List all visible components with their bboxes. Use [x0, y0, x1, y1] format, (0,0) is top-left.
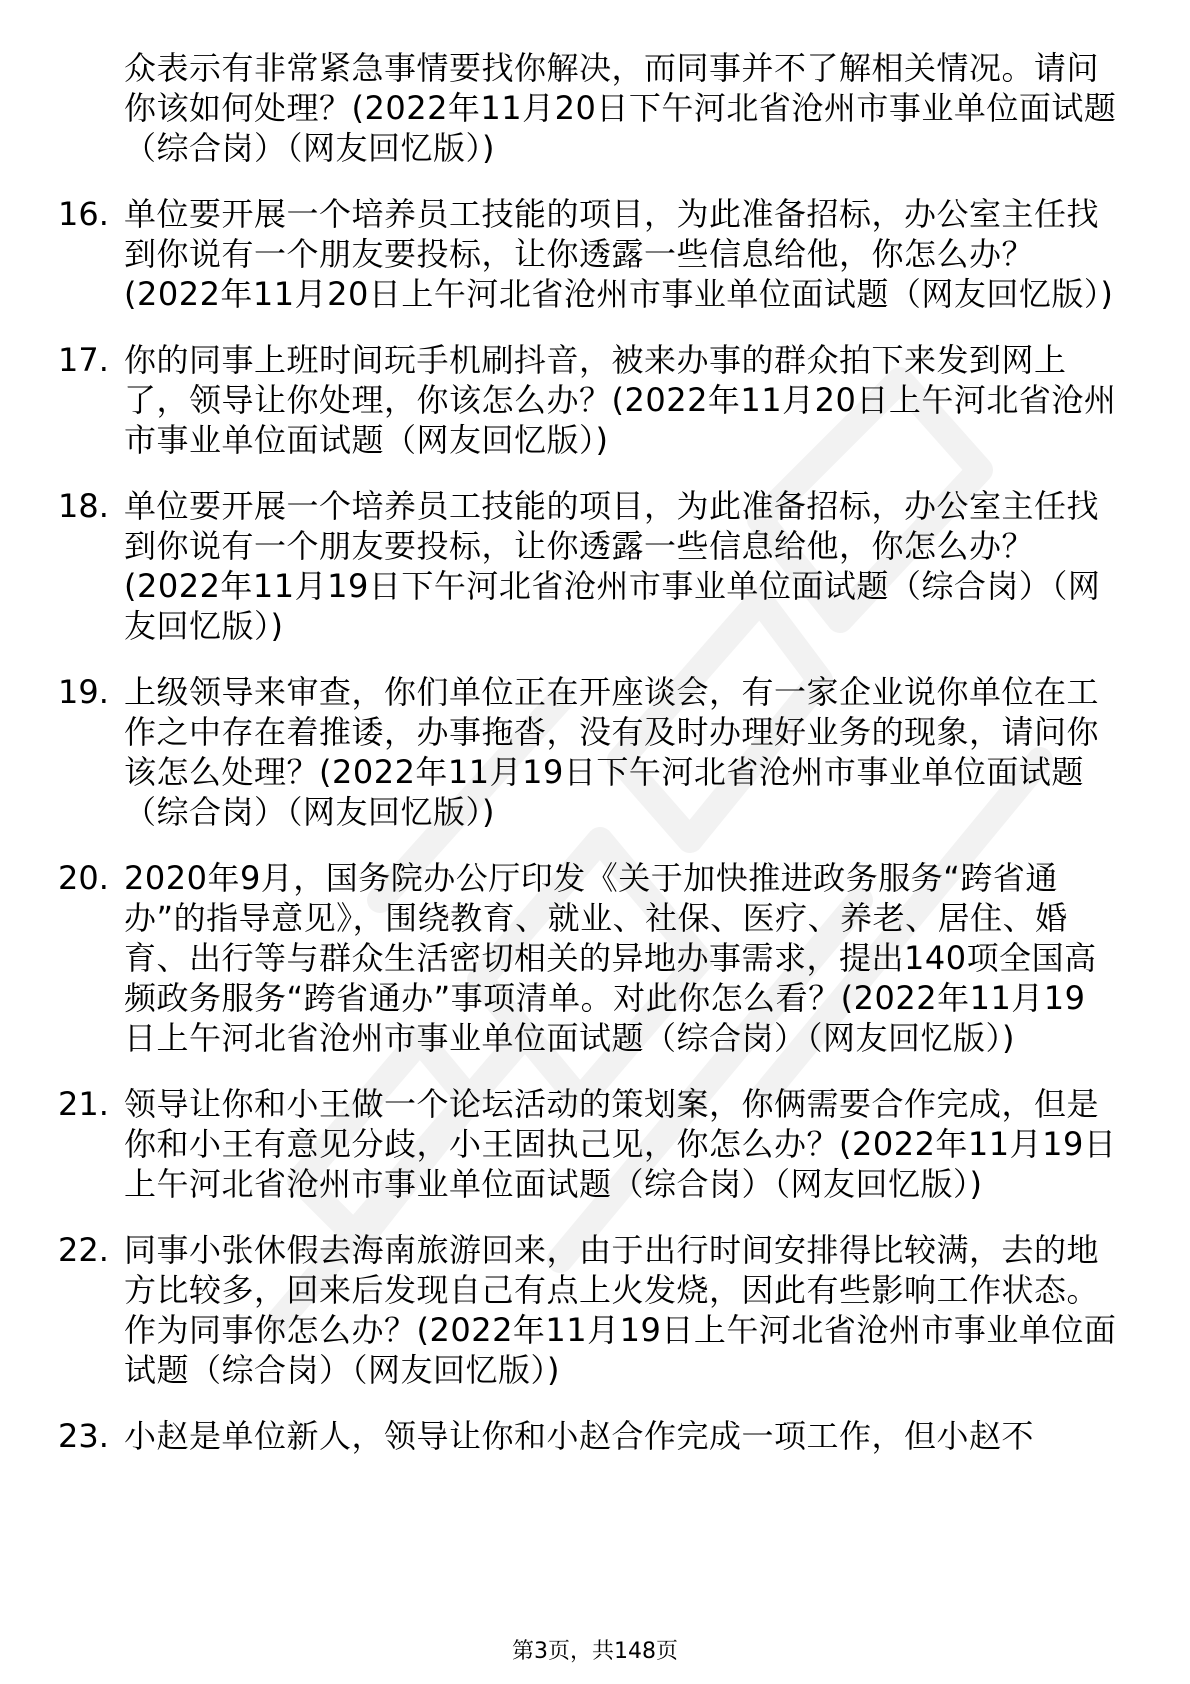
question-number: 17.: [58, 341, 109, 379]
continuation-paragraph: 众表示有非常紧急事情要找你解决，而同事并不了解相关情况。请问你该如何处理？(2022年11月20日下午河北省沧州市事业单位面试题（综合岗）（网友回忆版）): [124, 49, 1117, 167]
question-item-22: [58, 1230, 1118, 1390]
question-text: 领导让你和小王做一个论坛活动的策划案，你俩需要合作完成，但是你和小王有意见分歧，小王固执己见，你怎么办？(2022年11月19日上午河北省沧州市事业单位面试题（综合岗）（网友回忆版）): [124, 1085, 1117, 1203]
page-footer: 第3页，共148页: [512, 1639, 678, 1664]
question-number: 21.: [58, 1085, 109, 1123]
question-text: 同事小张休假去海南旅游回来，由于出行时间安排得比较满，去的地方比较多，回来后发现自己有点上火发烧，因此有些影响工作状态。作为同事你怎么办？(2022年11月19日上午河北省沧州市事业单位面试题（综合岗）（网友回忆版）): [124, 1231, 1117, 1389]
question-text: 你的同事上班时间玩手机刷抖音，被来办事的群众拍下来发到网上了，领导让你处理，你该怎么办？(2022年11月20日上午河北省沧州市事业单位面试题（网友回忆版）): [124, 341, 1117, 459]
question-item-23: [58, 1416, 1118, 1456]
question-item-21: [58, 1084, 1118, 1204]
question-number: 18.: [58, 487, 109, 525]
question-text: 2020年9月，国务院办公厅印发《关于加快推进政务服务“跨省通办”的指导意见》，围绕教育、就业、社保、医疗、养老、居住、婚育、出行等与群众生活密切相关的异地办事需求，提出140项全国高频政务服务“跨省通办”事项清单。对此你怎么看？(2022年11月19日上午河北省沧州市事业单位面试题（综合岗）（网友回忆版）): [124, 859, 1097, 1057]
question-number: 20.: [58, 859, 109, 897]
document-body: [58, 48, 1118, 1482]
question-item-16: [58, 194, 1118, 314]
question-text: 小赵是单位新人，领导让你和小赵合作完成一项工作，但小赵不: [124, 1417, 1035, 1455]
question-number: 16.: [58, 195, 109, 233]
question-number: 23.: [58, 1417, 109, 1455]
question-item-19: [58, 672, 1118, 832]
question-text: 单位要开展一个培养员工技能的项目，为此准备招标，办公室主任找到你说有一个朋友要投标，让你透露一些信息给他，你怎么办？(2022年11月19日下午河北省沧州市事业单位面试题（综合岗）（网友回忆版）): [124, 487, 1101, 645]
question-text: 单位要开展一个培养员工技能的项目，为此准备招标，办公室主任找到你说有一个朋友要投标，让你透露一些信息给他，你怎么办？(2022年11月20日上午河北省沧州市事业单位面试题（网友回忆版）): [124, 195, 1114, 313]
question-number: 19.: [58, 673, 109, 711]
question-number: 22.: [58, 1231, 109, 1269]
question-item-20: [58, 858, 1118, 1058]
question-item-18: [58, 486, 1118, 646]
question-item-17: [58, 340, 1118, 460]
question-text: 上级领导来审查，你们单位正在开座谈会，有一家企业说你单位在工作之中存在着推诿，办事拖沓，没有及时办理好业务的现象，请问你该怎么处理？(2022年11月19日下午河北省沧州市事业单位面试题（综合岗）（网友回忆版）): [124, 673, 1100, 831]
